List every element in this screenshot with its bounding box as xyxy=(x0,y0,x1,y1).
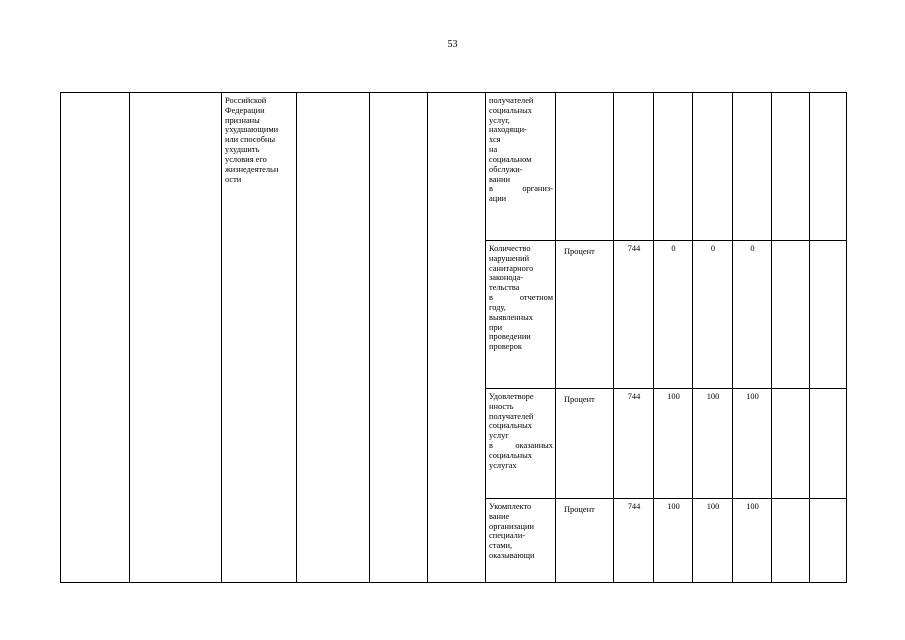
empty-cell xyxy=(810,389,847,499)
cell-text-line: специали- xyxy=(489,531,526,541)
cell-text-line: проведении xyxy=(489,332,531,342)
cell-col3 xyxy=(222,93,297,583)
cell-text-line: проверок xyxy=(489,342,522,352)
cell-text-line: ухудшающими xyxy=(225,125,279,135)
empty-cell xyxy=(810,499,847,583)
cell-text-line: услугах xyxy=(489,460,517,470)
cell-text-line: жизнедеятельн xyxy=(225,164,279,174)
word: организ- xyxy=(522,184,553,194)
cell-text-line: ухудшить xyxy=(225,145,260,155)
cell-text-line: или способны xyxy=(225,135,276,145)
unit-cell: Процент xyxy=(556,241,614,389)
word: оказанных xyxy=(515,441,553,451)
indicator-name-cell xyxy=(486,499,556,583)
cell-text-line: Удовлетворе xyxy=(489,392,534,401)
value-cell: 0 xyxy=(654,241,693,389)
value-cell: 100 xyxy=(693,499,733,583)
indicator-name-cell xyxy=(486,93,556,241)
cell-text-line: стами, xyxy=(489,541,513,551)
value-cell xyxy=(733,93,772,241)
cell-text-line: социальных xyxy=(489,421,532,431)
cell-text-line: Количество xyxy=(489,244,531,253)
cell-text-line: оказывающи xyxy=(489,551,535,561)
word: отчетном xyxy=(519,293,553,303)
code-cell: 744 xyxy=(614,241,654,389)
value-cell: 100 xyxy=(733,389,772,499)
empty-cell xyxy=(772,499,810,583)
empty-cell xyxy=(772,93,810,241)
cell-text-line: хся xyxy=(489,135,501,145)
word: в xyxy=(489,184,493,194)
cell-text-line: организации xyxy=(489,521,534,531)
cell-text-line: ости xyxy=(225,174,242,184)
cell-text-line: условия его xyxy=(225,154,267,164)
cell-text-line: нность xyxy=(489,401,514,411)
cell-text-line: году, xyxy=(489,302,506,312)
cell-text-line: при xyxy=(489,322,503,332)
value-cell: 0 xyxy=(693,241,733,389)
cell-col2 xyxy=(130,93,222,583)
cell-text-line: вании xyxy=(489,174,511,184)
cell-col5 xyxy=(370,93,428,583)
cell-text-line: ации xyxy=(489,194,507,204)
cell-text-line: тельства xyxy=(489,283,520,293)
cell-text-justified xyxy=(489,293,553,303)
code-cell xyxy=(614,93,654,241)
word: в xyxy=(489,293,493,303)
cell-text-justified xyxy=(489,441,553,451)
page-number: 53 xyxy=(447,39,458,50)
cell-col4 xyxy=(297,93,370,583)
cell-text-line: на xyxy=(489,145,498,155)
services-table xyxy=(60,92,847,583)
empty-cell xyxy=(772,241,810,389)
value-cell xyxy=(654,93,693,241)
word: в xyxy=(489,441,493,451)
cell-text-line: услуг xyxy=(489,431,509,441)
cell-text-line: законода- xyxy=(489,273,524,283)
cell-text-line: обслужи- xyxy=(489,164,523,174)
value-cell: 100 xyxy=(654,389,693,499)
value-cell: 100 xyxy=(733,499,772,583)
unit-cell: Процент xyxy=(556,499,614,583)
cell-col6 xyxy=(428,93,486,583)
cell-text-justified xyxy=(489,184,553,194)
cell-text-line: нарушений xyxy=(489,253,530,263)
cell-text-line: выявленных xyxy=(489,312,533,322)
unit-cell: Процент xyxy=(556,389,614,499)
cell-text-line: находящи- xyxy=(489,125,527,135)
value-cell: 100 xyxy=(654,499,693,583)
code-cell: 744 xyxy=(614,499,654,583)
cell-text-line: социальных xyxy=(489,450,532,460)
value-cell xyxy=(693,93,733,241)
cell-text-line: Российской xyxy=(225,96,267,105)
cell-text-line: признаны xyxy=(225,115,260,125)
cell-text-line: услуг, xyxy=(489,115,510,125)
cell-text-line: вание xyxy=(489,511,510,521)
value-cell: 0 xyxy=(733,241,772,389)
cell-col1 xyxy=(61,93,130,583)
empty-cell xyxy=(772,389,810,499)
empty-cell xyxy=(810,93,847,241)
indicator-name-cell xyxy=(486,389,556,499)
code-cell: 744 xyxy=(614,389,654,499)
table-row xyxy=(61,93,847,241)
cell-text-line: Укомплекто xyxy=(489,502,532,511)
cell-text-line: социальных xyxy=(489,105,532,115)
cell-text-line: получателей xyxy=(489,411,534,421)
cell-text-line: получателей xyxy=(489,96,534,105)
cell-text-line: социальном xyxy=(489,154,532,164)
cell-text-line: санитарного xyxy=(489,263,534,273)
unit-cell xyxy=(556,93,614,241)
empty-cell xyxy=(810,241,847,389)
indicator-name-cell xyxy=(486,241,556,389)
cell-text-line: Федерации xyxy=(225,105,265,115)
value-cell: 100 xyxy=(693,389,733,499)
